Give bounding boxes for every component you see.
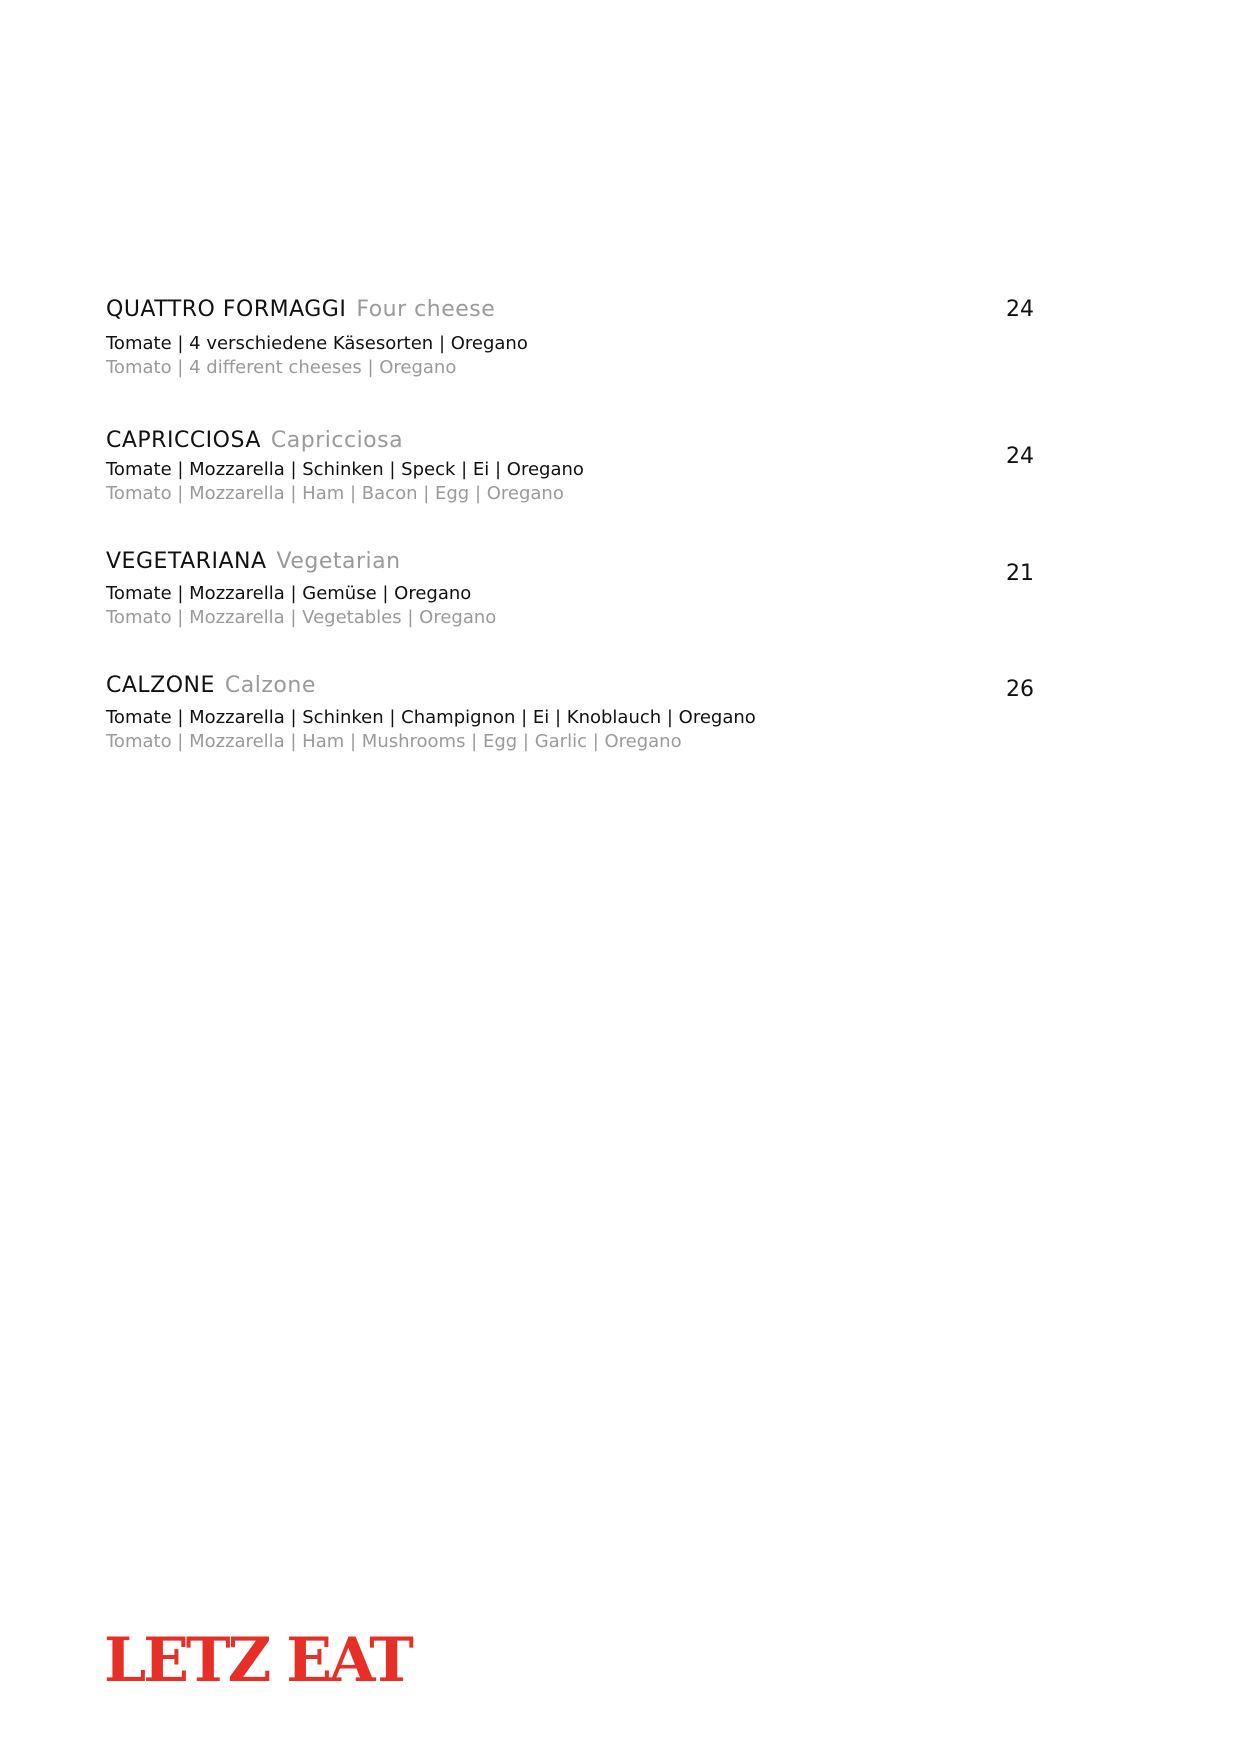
menu-item-price: 21 [1006,561,1034,586]
menu-item-price: 24 [1006,297,1034,322]
menu-item-price: 24 [1006,444,1034,469]
menu-item-quattro-formaggi [106,296,1046,380]
menu-item-title [106,427,1046,455]
menu-item-description-en: Tomato | Mozzarella | Ham | Mushrooms | Egg | Garlic | Oregano [106,731,682,752]
menu-item-description-de: Tomate | Mozzarella | Schinken | Speck | Ei | Oregano [106,459,584,480]
menu-item-price: 26 [1006,677,1034,702]
menu-item-vegetariana [106,548,1046,630]
menu-item-capricciosa [106,427,1046,506]
menu-item-title [106,548,1046,576]
menu-item-title [106,296,1046,324]
menu-item-description-de: Tomate | Mozzarella | Gemüse | Oregano [106,583,472,604]
menu-item-translation: Vegetarian [276,549,401,574]
menu-item-description-en: Tomato | Mozzarella | Ham | Bacon | Egg | Oregano [106,483,564,504]
menu-item-translation: Four cheese [356,297,496,322]
menu-item-title [106,672,1046,700]
menu-item-description-en: Tomato | 4 different cheeses | Oregano [106,357,457,378]
menu-item-translation: Calzone [224,673,316,698]
menu-item-name: CAPRICCIOSA [106,428,261,453]
menu-item-translation: Capricciosa [270,428,404,453]
menu-item-name: VEGETARIANA [106,549,267,574]
menu-item-description-de: Tomate | 4 verschiedene Käsesorten | Oregano [106,333,528,354]
menu-item-description-en: Tomato | Mozzarella | Vegetables | Oregano [106,607,497,628]
brand-logo: LETZ EAT [104,1624,411,1697]
menu-item-description-de: Tomate | Mozzarella | Schinken | Champignon | Ei | Knoblauch | Oregano [106,707,756,728]
menu-item-calzone [106,672,1046,754]
menu-item-name: QUATTRO FORMAGGI [106,297,347,322]
menu-item-name: CALZONE [106,673,215,698]
